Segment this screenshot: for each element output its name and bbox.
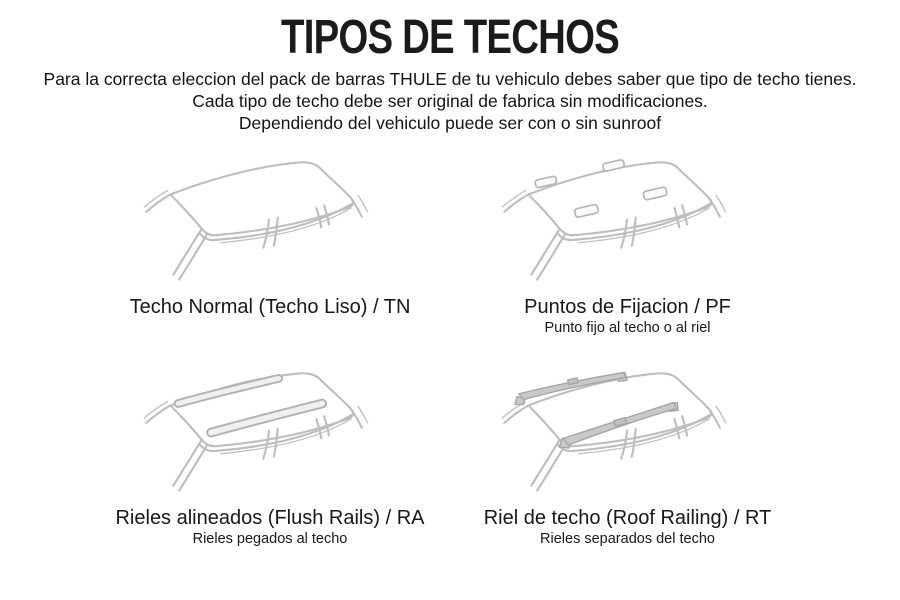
roof-normal-illustration	[105, 150, 435, 295]
roof-railing-illustration	[463, 361, 793, 506]
description-line-3: Dependiendo del vehiculo puede ser con o sin sunroof	[238, 113, 662, 133]
roof-flushrails-illustration	[105, 361, 435, 506]
roof-type-label-ra: Rieles alineados (Flush Rails) / RA	[115, 507, 425, 529]
roof-type-card-pf	[450, 150, 900, 345]
roof-type-card-rt	[450, 345, 900, 560]
roof-type-caption-tn	[130, 295, 411, 337]
roof-type-sublabel-pf: Punto fijo al techo o al riel	[544, 320, 711, 336]
roof-type-card-tn	[0, 150, 450, 345]
page-title-text: TIPOS DE TECHOS	[281, 11, 619, 64]
page-title	[90, 12, 810, 64]
page-description	[0, 68, 900, 134]
roof-type-card-ra	[0, 345, 450, 560]
roof-type-sublabel-ra: Rieles pegados al techo	[192, 531, 348, 547]
roof-type-sublabel-rt: Rieles separados del techo	[540, 531, 715, 547]
roof-type-sublabel-tn	[130, 319, 411, 337]
roof-type-label-tn: Techo Normal (Techo Liso) / TN	[129, 296, 411, 318]
roof-type-caption-pf	[524, 295, 731, 337]
roof-type-caption-ra	[115, 506, 424, 548]
roof-type-caption-rt	[484, 506, 772, 548]
roof-type-label-pf: Puntos de Fijacion / PF	[524, 296, 731, 318]
roof-type-label-rt: Riel de techo (Roof Railing) / RT	[483, 507, 772, 529]
roof-types-grid	[0, 150, 900, 560]
roof-fixpoints-illustration	[463, 150, 793, 295]
description-line-2: Cada tipo de techo debe ser original de fabrica sin modificaciones.	[192, 91, 708, 111]
description-line-1: Para la correcta eleccion del pack de barras THULE de tu vehiculo debes saber que tipo de techo tienes.	[43, 69, 857, 89]
infographic-page	[0, 12, 900, 600]
